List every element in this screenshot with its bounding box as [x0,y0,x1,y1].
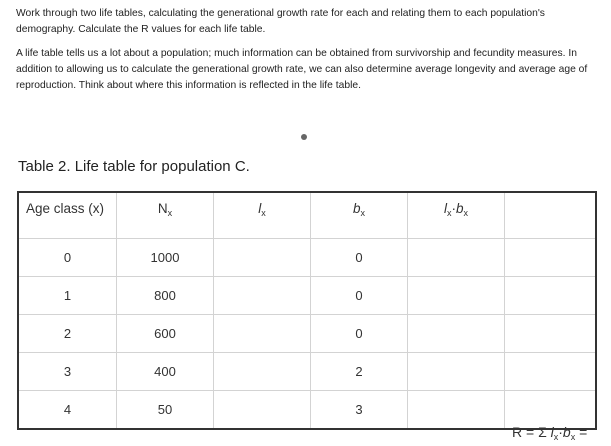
header-nx: $N_x$ [117,192,214,239]
header-lx: $l_x$ [214,192,311,239]
table-caption: Table 2. Life table for population C. [18,158,250,175]
table-row [18,239,596,277]
cell-nx: 600 [117,315,214,353]
cell-empty [505,353,597,391]
cell-lx-bx[interactable] [408,277,505,315]
cell-lx-bx[interactable] [408,353,505,391]
header-age-class: Age class (x) [18,192,117,239]
cell-empty [505,315,597,353]
table-header-row [18,192,596,239]
header-lx-bx: $l_x\cdot b_x$ [408,192,505,239]
cell-lx[interactable] [214,277,311,315]
header-bx: $b_x$ [311,192,408,239]
cell-bx: 2 [311,353,408,391]
life-table [17,191,597,430]
cell-lx-bx[interactable] [408,391,505,430]
header-empty [505,192,597,239]
cell-bx: 0 [311,277,408,315]
cell-lx[interactable] [214,353,311,391]
instructions-paragraph: Work through two life tables, calculating the generational growth rate for each and relating them to each population's demography. Calculate the R values for each life table. [16,8,545,35]
cell-age: 3 [18,353,117,391]
table-row [18,391,596,430]
cell-bx: 0 [311,315,408,353]
cell-nx: 800 [117,277,214,315]
cell-age: 1 [18,277,117,315]
cell-nx: 50 [117,391,214,430]
cell-nx: 1000 [117,239,214,277]
cell-empty [505,239,597,277]
cell-lx[interactable] [214,391,311,430]
cell-lx[interactable] [214,239,311,277]
cell-bx: 0 [311,239,408,277]
table-row [18,315,596,353]
cell-lx[interactable] [214,315,311,353]
table-row [18,277,596,315]
cell-age: 0 [18,239,117,277]
life-table-description-paragraph: A life table tells us a lot about a population; much information can be obtained from survivorship and fecundity measures. In addition to allowing us to calculate the generational growth rate, we can also determine average longevity and average age of reproduction. Think about where this information is reflected in the life table. [16,48,588,91]
cell-lx-bx[interactable] [408,239,505,277]
cell-age: 2 [18,315,117,353]
cell-nx: 400 [117,353,214,391]
cell-bx: 3 [311,391,408,430]
cell-age: 4 [18,391,117,430]
bullet-dot-icon [301,134,307,140]
r-formula: R = Σ $l_x\cdot b_x$ = [512,424,588,442]
cell-empty [505,277,597,315]
table-row [18,353,596,391]
cell-lx-bx[interactable] [408,315,505,353]
